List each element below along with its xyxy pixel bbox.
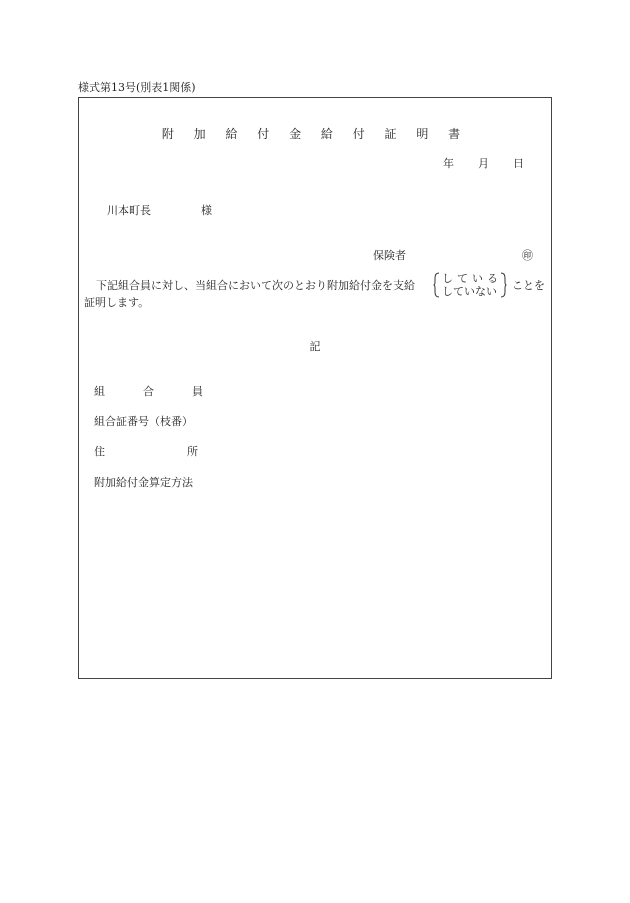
form-number: 様式第13号(別表1関係) xyxy=(78,81,196,94)
option-brace-group xyxy=(433,272,507,298)
option-not-doing: していない xyxy=(442,285,497,298)
statement-line-1: 下記組合員に対し、当組合において次のとおり附加給付金を支給 xyxy=(96,279,415,292)
field-label-calculation-method: 附加給付金算定方法 xyxy=(94,476,193,489)
date-month-label: 月 xyxy=(478,157,489,170)
statement-suffix: ことを xyxy=(512,279,545,292)
record-mark: 記 xyxy=(309,340,321,353)
date-year-label: 年 xyxy=(443,157,454,170)
member-char-1: 組 xyxy=(94,385,105,398)
field-label-member xyxy=(94,386,203,397)
document-title: 附 加 給 付 金 給 付 証 明 書 xyxy=(161,127,469,141)
field-label-address xyxy=(94,446,198,457)
addressee-honorific: 様 xyxy=(201,204,212,217)
member-char-3: 員 xyxy=(192,385,203,398)
seal-mark: ㊞ xyxy=(522,249,533,262)
addressee-name: 川本町長 xyxy=(107,204,151,217)
address-char-1: 住 xyxy=(94,445,105,458)
member-char-2: 合 xyxy=(143,385,154,398)
field-label-certificate-number: 組合証番号（枝番） xyxy=(94,415,193,428)
option-doing: している xyxy=(442,272,502,285)
date-day-label: 日 xyxy=(513,157,524,170)
address-char-2: 所 xyxy=(187,445,198,458)
insurer-label: 保険者 xyxy=(373,249,406,262)
statement-line-2: 証明します。 xyxy=(84,296,150,309)
